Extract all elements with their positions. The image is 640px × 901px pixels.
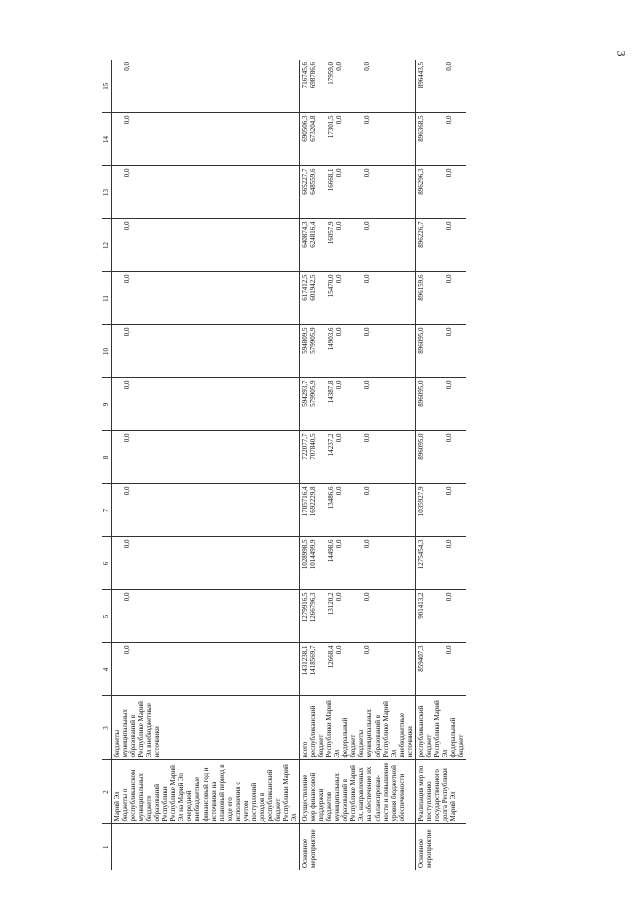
table-cell: 0,0	[112, 484, 300, 537]
table-row	[112, 60, 300, 870]
table-cell: 0,0	[112, 219, 300, 272]
table-cell: 0,0	[112, 113, 300, 166]
table-cell: 690506,3 673204,8 17301,5 0,0 0,0	[300, 113, 416, 166]
measure-description: Марий Эл бюджеты о республиканском муниципальных бюджете образований Республики Республике Марий Эл на Марий Эл очередной внебюджетные финансовый год и источники на плановый период в ходе его исполнения с учетом поступлений доходов в республиканский бюджет Республики Марий Эл	[112, 760, 300, 824]
column-number: 3	[102, 696, 112, 760]
table-cell: 896296,3 0,0	[415, 166, 466, 219]
table-cell: 0,0	[112, 431, 300, 484]
table-cell: 594809,5 579905,9 14903,6 0,0 0,0	[300, 325, 416, 378]
table-cell: 665227,7 648559,6 16668,1 0,0 0,0	[300, 166, 416, 219]
column-number: 1	[102, 824, 112, 870]
table-cell: 716745,6 698786,6 17959,0 0,0 0,0	[300, 60, 416, 113]
funding-source-labels: республиканский бюджет Республики Марий Эл федеральный бюджет	[415, 696, 466, 760]
table-cell: 1028998,5 1014499,9 14498,6 0,0 0,0	[300, 537, 416, 590]
column-number: 12	[102, 219, 112, 272]
table-cell: 1279916,5 1266796,3 13120,2 0,0 0,0	[300, 590, 416, 643]
funding-source-labels: всего республиканский бюджет Республики Марий Эл федеральный бюджет бюджеты муниципальных образований в Республике Марий Эл внебюджетные источники	[300, 696, 416, 760]
column-number: 9	[102, 378, 112, 431]
table-cell: 0,0	[112, 537, 300, 590]
table-cell: 0,0	[112, 166, 300, 219]
measure-type: Основное мероприятие	[300, 824, 416, 870]
table-cell: 1035927,9 0,0	[415, 484, 466, 537]
table-cell: 0,0	[112, 378, 300, 431]
budget-table-sheet	[102, 60, 532, 870]
table-cell: 896443,5 0,0	[415, 60, 466, 113]
column-number: 13	[102, 166, 112, 219]
table-cell: 0,0	[112, 60, 300, 113]
table-cell: 1275454,3 0,0	[415, 537, 466, 590]
table-cell: 722077,7 707840,5 14237,2 0,0 0,0	[300, 431, 416, 484]
table-cell: 594293,7 579905,9 14387,8 0,0 0,0	[300, 378, 416, 431]
column-number: 14	[102, 113, 112, 166]
budget-table	[102, 60, 466, 870]
column-number: 11	[102, 272, 112, 325]
table-cell: 617412,5 601942,5 15470,0 0,0 0,0	[300, 272, 416, 325]
column-number: 5	[102, 590, 112, 643]
column-number: 7	[102, 484, 112, 537]
table-cell: 896368,5 0,0	[415, 113, 466, 166]
table-cell: 0,0	[112, 590, 300, 643]
table-cell: 0,0	[112, 643, 300, 696]
table-cell: 1431238,1 1418569,7 12668,4 0,0 0,0	[300, 643, 416, 696]
table-cell: 896159,6 0,0	[415, 272, 466, 325]
measure-description: Реализация мер по поступлению государственного долга Республики Марий Эл	[415, 760, 466, 824]
table-cell: 896226,7 0,0	[415, 219, 466, 272]
table-cell: 859407,3 0,0	[415, 643, 466, 696]
table-cell: 896095,0 0,0	[415, 325, 466, 378]
column-number: 6	[102, 537, 112, 590]
table-cell: 1705716,4 1692229,8 13486,6 0,0 0,0	[300, 484, 416, 537]
column-number: 10	[102, 325, 112, 378]
column-number: 15	[102, 60, 112, 113]
column-number: 4	[102, 643, 112, 696]
table-row	[415, 60, 466, 870]
table-cell: 640874,3 624816,4 16057,9 0,0 0,0	[300, 219, 416, 272]
table-row	[300, 60, 416, 870]
table-cell: 901413,2 0,0	[415, 590, 466, 643]
table-cell: 0,0	[112, 272, 300, 325]
funding-source-label: бюджеты муниципальных образований в Республике Марий Эл внебюджетные источники	[112, 696, 300, 760]
table-cell: 896095,0 0,0	[415, 378, 466, 431]
column-number: 2	[102, 760, 112, 824]
measure-description: Осуществление мер финансовой поддержки бюджетов муниципальных образований в Республике Марий Эл, направленных на обеспечение их сбалансирован-ности и повышение уровня бюджетной обеспеченности	[300, 760, 416, 824]
measure-type: Основное мероприятие	[415, 824, 466, 870]
column-number: 8	[102, 431, 112, 484]
table-cell	[112, 824, 300, 870]
page-number: 3	[614, 50, 629, 57]
table-cell: 896095,0 0,0	[415, 431, 466, 484]
table-cell: 0,0	[112, 325, 300, 378]
column-number-row	[102, 60, 112, 870]
